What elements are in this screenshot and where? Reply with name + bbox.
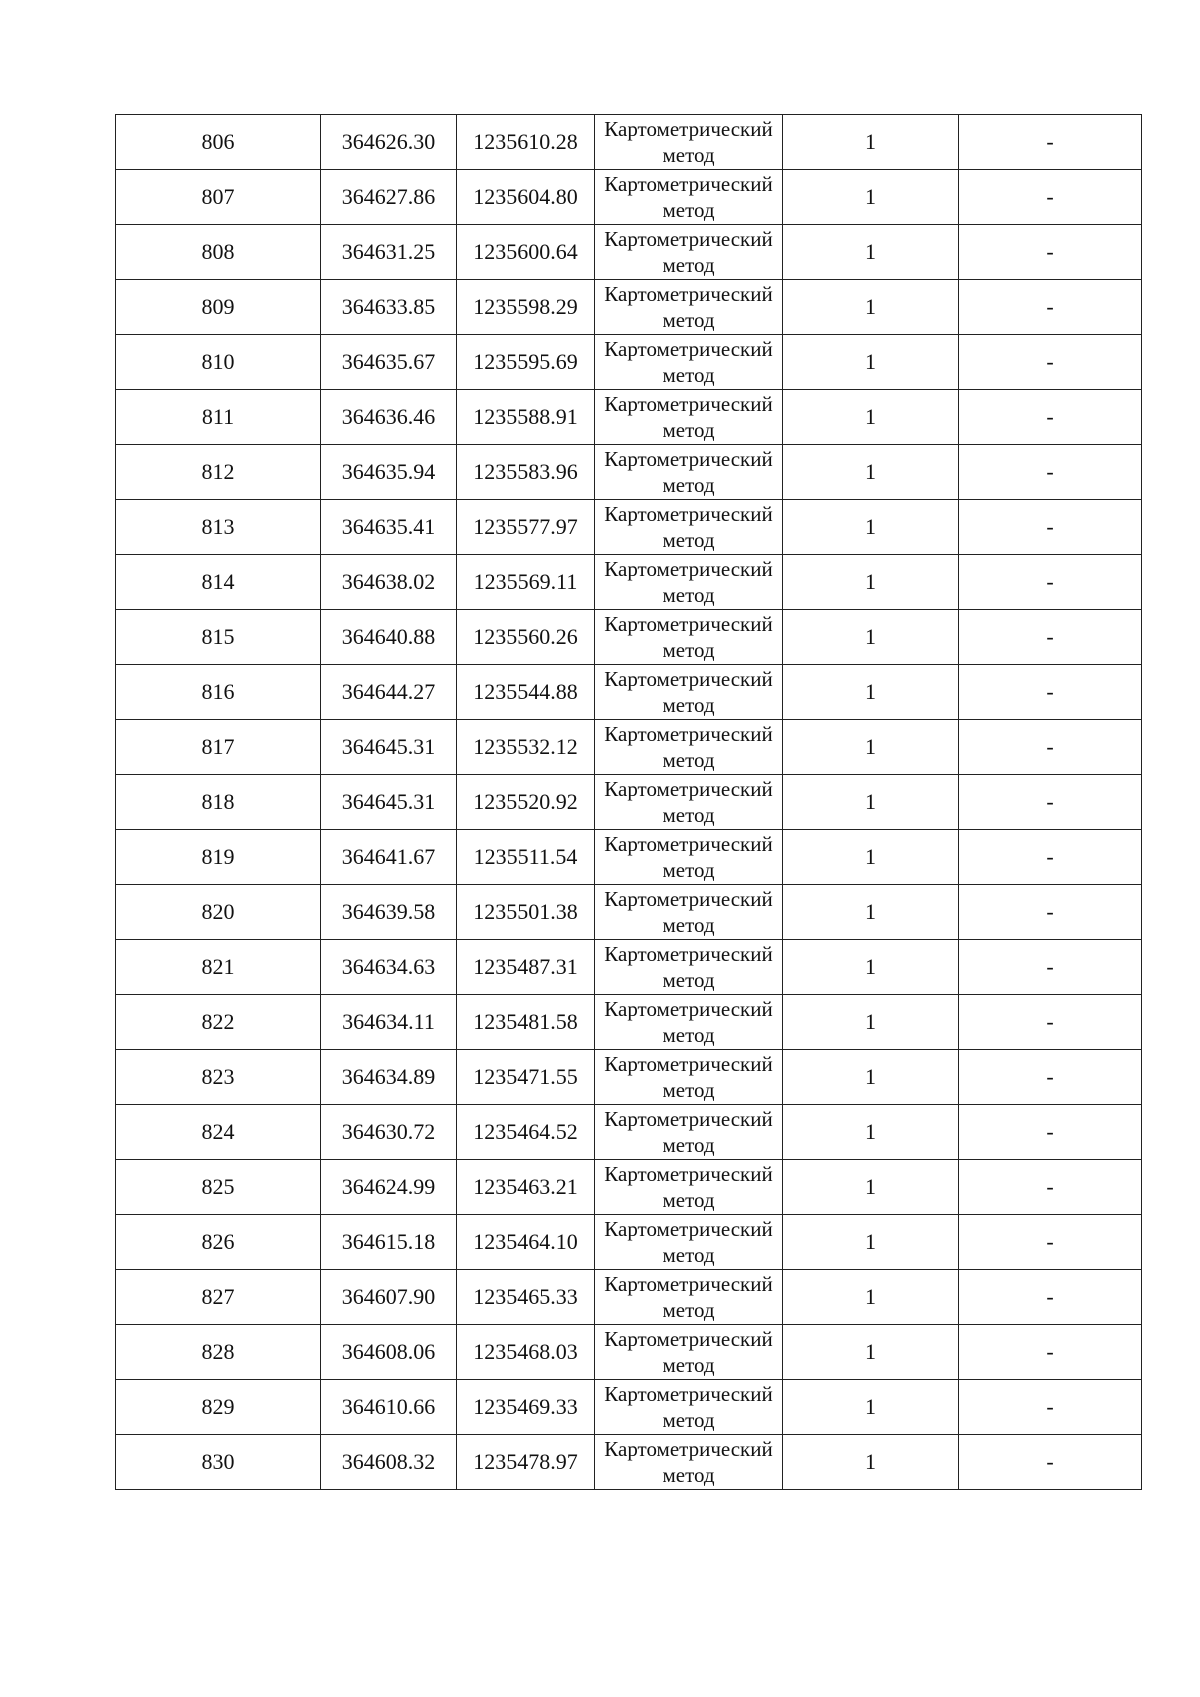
method-cell xyxy=(595,115,783,170)
table-row xyxy=(116,1380,1142,1435)
point-number-cell: 815 xyxy=(116,610,321,665)
method-text: Картометрический метод xyxy=(604,172,773,222)
method-text: Картометрический метод xyxy=(604,1162,773,1212)
y-coordinate-cell: 1235469.33 xyxy=(457,1380,595,1435)
y-coordinate-cell: 1235610.28 xyxy=(457,115,595,170)
note-cell: - xyxy=(959,940,1142,995)
method-text: Картометрический метод xyxy=(604,722,773,772)
method-text: Картометрический метод xyxy=(604,887,773,937)
y-coordinate-cell: 1235520.92 xyxy=(457,775,595,830)
method-text: Картометрический метод xyxy=(604,612,773,662)
accuracy-cell: 1 xyxy=(783,665,959,720)
x-coordinate-cell: 364636.46 xyxy=(321,390,457,445)
accuracy-cell: 1 xyxy=(783,335,959,390)
table-row xyxy=(116,225,1142,280)
y-coordinate-cell: 1235544.88 xyxy=(457,665,595,720)
table-row xyxy=(116,720,1142,775)
method-cell xyxy=(595,995,783,1050)
y-coordinate-cell: 1235481.58 xyxy=(457,995,595,1050)
table-row xyxy=(116,885,1142,940)
table-row xyxy=(116,1325,1142,1380)
point-number-cell: 829 xyxy=(116,1380,321,1435)
point-number-cell: 820 xyxy=(116,885,321,940)
table-row xyxy=(116,1270,1142,1325)
note-cell: - xyxy=(959,775,1142,830)
accuracy-cell: 1 xyxy=(783,830,959,885)
method-cell xyxy=(595,885,783,940)
method-cell xyxy=(595,170,783,225)
method-text: Картометрический метод xyxy=(604,557,773,607)
x-coordinate-cell: 364634.11 xyxy=(321,995,457,1050)
table-row xyxy=(116,1050,1142,1105)
accuracy-cell: 1 xyxy=(783,115,959,170)
x-coordinate-cell: 364624.99 xyxy=(321,1160,457,1215)
y-coordinate-cell: 1235464.52 xyxy=(457,1105,595,1160)
note-cell: - xyxy=(959,995,1142,1050)
note-cell: - xyxy=(959,1435,1142,1490)
x-coordinate-cell: 364633.85 xyxy=(321,280,457,335)
method-text: Картометрический метод xyxy=(604,392,773,442)
method-cell xyxy=(595,1215,783,1270)
method-text: Картометрический метод xyxy=(604,1107,773,1157)
y-coordinate-cell: 1235501.38 xyxy=(457,885,595,940)
accuracy-cell: 1 xyxy=(783,775,959,830)
point-number-cell: 825 xyxy=(116,1160,321,1215)
y-coordinate-cell: 1235569.11 xyxy=(457,555,595,610)
x-coordinate-cell: 364615.18 xyxy=(321,1215,457,1270)
method-text: Картометрический метод xyxy=(604,832,773,882)
y-coordinate-cell: 1235464.10 xyxy=(457,1215,595,1270)
note-cell: - xyxy=(959,1105,1142,1160)
note-cell: - xyxy=(959,335,1142,390)
method-cell xyxy=(595,940,783,995)
y-coordinate-cell: 1235604.80 xyxy=(457,170,595,225)
method-text: Картометрический метод xyxy=(604,282,773,332)
note-cell: - xyxy=(959,390,1142,445)
accuracy-cell: 1 xyxy=(783,280,959,335)
table-row xyxy=(116,830,1142,885)
x-coordinate-cell: 364610.66 xyxy=(321,1380,457,1435)
method-text: Картометрический метод xyxy=(604,447,773,497)
accuracy-cell: 1 xyxy=(783,720,959,775)
table-row xyxy=(116,665,1142,720)
method-text: Картометрический метод xyxy=(604,1217,773,1267)
accuracy-cell: 1 xyxy=(783,1325,959,1380)
x-coordinate-cell: 364640.88 xyxy=(321,610,457,665)
table-body xyxy=(116,115,1142,1490)
table-row xyxy=(116,445,1142,500)
x-coordinate-cell: 364635.67 xyxy=(321,335,457,390)
method-text: Картометрический метод xyxy=(604,1272,773,1322)
accuracy-cell: 1 xyxy=(783,1215,959,1270)
method-cell xyxy=(595,280,783,335)
accuracy-cell: 1 xyxy=(783,940,959,995)
accuracy-cell: 1 xyxy=(783,1380,959,1435)
accuracy-cell: 1 xyxy=(783,610,959,665)
point-number-cell: 824 xyxy=(116,1105,321,1160)
y-coordinate-cell: 1235600.64 xyxy=(457,225,595,280)
accuracy-cell: 1 xyxy=(783,555,959,610)
point-number-cell: 809 xyxy=(116,280,321,335)
method-cell xyxy=(595,335,783,390)
x-coordinate-cell: 364635.41 xyxy=(321,500,457,555)
y-coordinate-cell: 1235487.31 xyxy=(457,940,595,995)
method-text: Картометрический метод xyxy=(604,667,773,717)
method-text: Картометрический метод xyxy=(604,997,773,1047)
y-coordinate-cell: 1235511.54 xyxy=(457,830,595,885)
point-number-cell: 811 xyxy=(116,390,321,445)
method-text: Картометрический метод xyxy=(604,337,773,387)
table-row xyxy=(116,170,1142,225)
x-coordinate-cell: 364630.72 xyxy=(321,1105,457,1160)
x-coordinate-cell: 364635.94 xyxy=(321,445,457,500)
method-cell xyxy=(595,775,783,830)
accuracy-cell: 1 xyxy=(783,1050,959,1105)
note-cell: - xyxy=(959,1160,1142,1215)
method-cell xyxy=(595,1270,783,1325)
note-cell: - xyxy=(959,555,1142,610)
point-number-cell: 810 xyxy=(116,335,321,390)
method-text: Картометрический метод xyxy=(604,117,773,167)
method-cell xyxy=(595,445,783,500)
table-row xyxy=(116,335,1142,390)
table-row xyxy=(116,1160,1142,1215)
accuracy-cell: 1 xyxy=(783,1105,959,1160)
x-coordinate-cell: 364627.86 xyxy=(321,170,457,225)
accuracy-cell: 1 xyxy=(783,170,959,225)
note-cell: - xyxy=(959,170,1142,225)
note-cell: - xyxy=(959,1050,1142,1105)
accuracy-cell: 1 xyxy=(783,1160,959,1215)
point-number-cell: 828 xyxy=(116,1325,321,1380)
note-cell: - xyxy=(959,665,1142,720)
x-coordinate-cell: 364626.30 xyxy=(321,115,457,170)
point-number-cell: 806 xyxy=(116,115,321,170)
table-row xyxy=(116,115,1142,170)
note-cell: - xyxy=(959,115,1142,170)
note-cell: - xyxy=(959,1380,1142,1435)
accuracy-cell: 1 xyxy=(783,225,959,280)
method-text: Картометрический метод xyxy=(604,777,773,827)
point-number-cell: 808 xyxy=(116,225,321,280)
point-number-cell: 818 xyxy=(116,775,321,830)
method-cell xyxy=(595,555,783,610)
point-number-cell: 812 xyxy=(116,445,321,500)
note-cell: - xyxy=(959,445,1142,500)
table-row xyxy=(116,390,1142,445)
point-number-cell: 826 xyxy=(116,1215,321,1270)
accuracy-cell: 1 xyxy=(783,885,959,940)
point-number-cell: 813 xyxy=(116,500,321,555)
note-cell: - xyxy=(959,1325,1142,1380)
table-row xyxy=(116,995,1142,1050)
y-coordinate-cell: 1235588.91 xyxy=(457,390,595,445)
point-number-cell: 817 xyxy=(116,720,321,775)
method-text: Картометрический метод xyxy=(604,1327,773,1377)
method-cell xyxy=(595,720,783,775)
method-cell xyxy=(595,1435,783,1490)
y-coordinate-cell: 1235478.97 xyxy=(457,1435,595,1490)
note-cell: - xyxy=(959,720,1142,775)
point-number-cell: 822 xyxy=(116,995,321,1050)
x-coordinate-cell: 364638.02 xyxy=(321,555,457,610)
x-coordinate-cell: 364641.67 xyxy=(321,830,457,885)
table-row xyxy=(116,610,1142,665)
method-cell xyxy=(595,500,783,555)
note-cell: - xyxy=(959,225,1142,280)
note-cell: - xyxy=(959,280,1142,335)
table-row xyxy=(116,775,1142,830)
y-coordinate-cell: 1235577.97 xyxy=(457,500,595,555)
y-coordinate-cell: 1235468.03 xyxy=(457,1325,595,1380)
coordinates-table xyxy=(115,114,1142,1490)
x-coordinate-cell: 364607.90 xyxy=(321,1270,457,1325)
x-coordinate-cell: 364644.27 xyxy=(321,665,457,720)
y-coordinate-cell: 1235583.96 xyxy=(457,445,595,500)
table-row xyxy=(116,500,1142,555)
method-cell xyxy=(595,1105,783,1160)
note-cell: - xyxy=(959,610,1142,665)
x-coordinate-cell: 364645.31 xyxy=(321,775,457,830)
point-number-cell: 807 xyxy=(116,170,321,225)
table-row xyxy=(116,1435,1142,1490)
table-row xyxy=(116,1215,1142,1270)
y-coordinate-cell: 1235560.26 xyxy=(457,610,595,665)
method-text: Картометрический метод xyxy=(604,502,773,552)
method-text: Картометрический метод xyxy=(604,227,773,277)
point-number-cell: 816 xyxy=(116,665,321,720)
table-row xyxy=(116,1105,1142,1160)
note-cell: - xyxy=(959,1270,1142,1325)
x-coordinate-cell: 364608.32 xyxy=(321,1435,457,1490)
method-text: Картометрический метод xyxy=(604,1052,773,1102)
method-cell xyxy=(595,830,783,885)
point-number-cell: 819 xyxy=(116,830,321,885)
note-cell: - xyxy=(959,885,1142,940)
x-coordinate-cell: 364645.31 xyxy=(321,720,457,775)
accuracy-cell: 1 xyxy=(783,500,959,555)
note-cell: - xyxy=(959,1215,1142,1270)
point-number-cell: 821 xyxy=(116,940,321,995)
method-cell xyxy=(595,225,783,280)
method-cell xyxy=(595,610,783,665)
accuracy-cell: 1 xyxy=(783,445,959,500)
method-text: Картометрический метод xyxy=(604,1437,773,1487)
y-coordinate-cell: 1235463.21 xyxy=(457,1160,595,1215)
y-coordinate-cell: 1235598.29 xyxy=(457,280,595,335)
note-cell: - xyxy=(959,830,1142,885)
accuracy-cell: 1 xyxy=(783,390,959,445)
method-cell xyxy=(595,1380,783,1435)
method-cell xyxy=(595,390,783,445)
method-text: Картометрический метод xyxy=(604,942,773,992)
y-coordinate-cell: 1235471.55 xyxy=(457,1050,595,1105)
method-text: Картометрический метод xyxy=(604,1382,773,1432)
point-number-cell: 830 xyxy=(116,1435,321,1490)
accuracy-cell: 1 xyxy=(783,1435,959,1490)
accuracy-cell: 1 xyxy=(783,1270,959,1325)
x-coordinate-cell: 364634.89 xyxy=(321,1050,457,1105)
x-coordinate-cell: 364639.58 xyxy=(321,885,457,940)
x-coordinate-cell: 364631.25 xyxy=(321,225,457,280)
method-cell xyxy=(595,665,783,720)
method-cell xyxy=(595,1160,783,1215)
point-number-cell: 827 xyxy=(116,1270,321,1325)
method-cell xyxy=(595,1325,783,1380)
y-coordinate-cell: 1235595.69 xyxy=(457,335,595,390)
note-cell: - xyxy=(959,500,1142,555)
table-row xyxy=(116,280,1142,335)
accuracy-cell: 1 xyxy=(783,995,959,1050)
point-number-cell: 814 xyxy=(116,555,321,610)
x-coordinate-cell: 364634.63 xyxy=(321,940,457,995)
table-row xyxy=(116,555,1142,610)
x-coordinate-cell: 364608.06 xyxy=(321,1325,457,1380)
table-row xyxy=(116,940,1142,995)
y-coordinate-cell: 1235465.33 xyxy=(457,1270,595,1325)
y-coordinate-cell: 1235532.12 xyxy=(457,720,595,775)
method-cell xyxy=(595,1050,783,1105)
point-number-cell: 823 xyxy=(116,1050,321,1105)
